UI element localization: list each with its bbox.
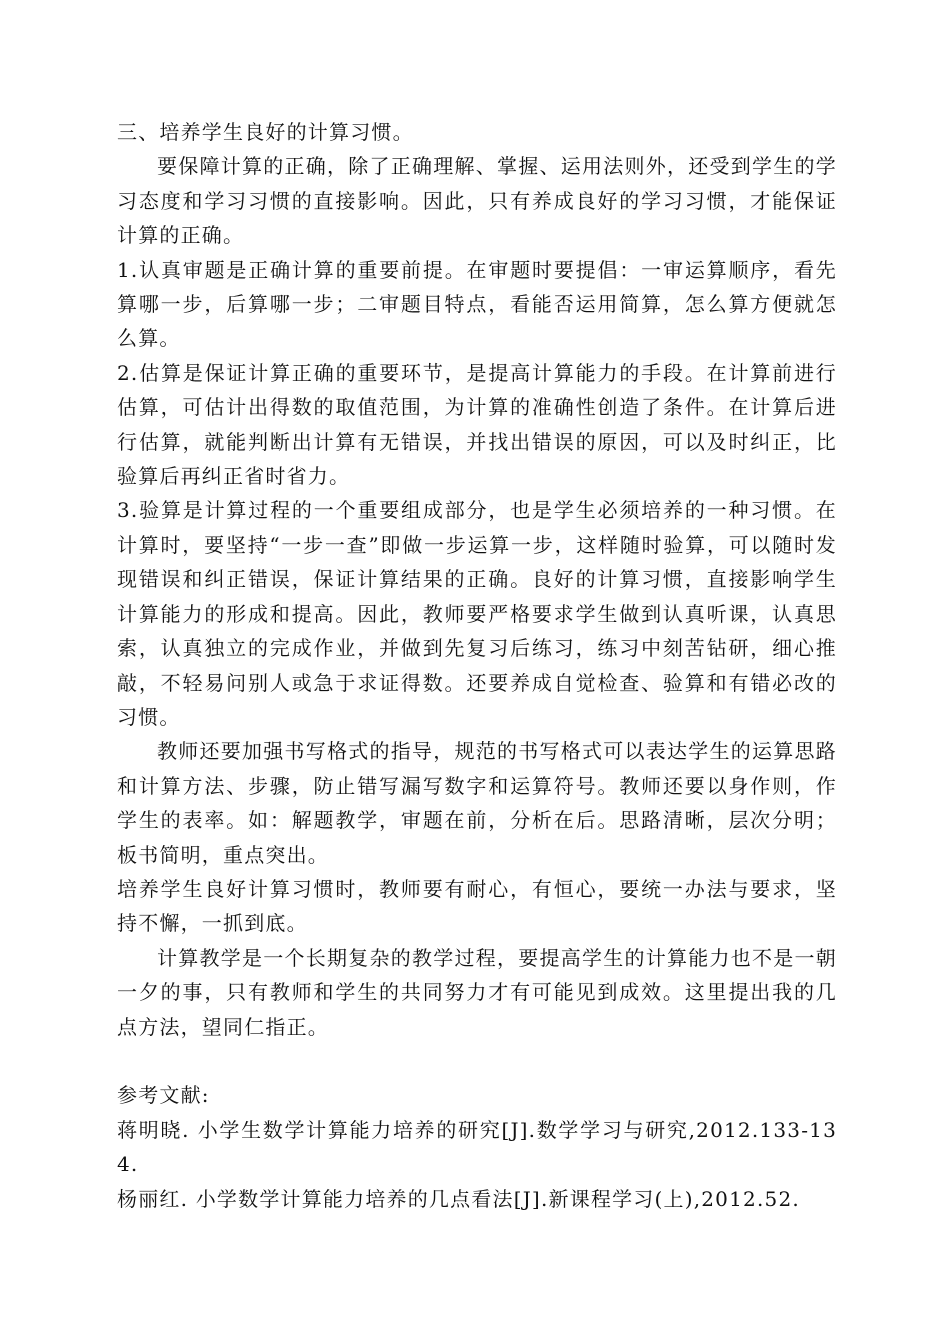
document-body <box>117 115 837 1216</box>
reference-item: 蒋明晓. 小学生数学计算能力培养的研究[J].数学学习与研究,2012.133-134. <box>117 1117 837 1177</box>
references-title: 参考文献: <box>117 1083 210 1108</box>
writing-format-paragraph: 教师还要加强书写格式的指导，规范的书写格式可以表达学生的运算思路和计算方法、步骤，防止错写漏写数字和运算符号。教师还要以身作则，作学生的表率。如：解题教学，审题在前，分析在后。思路清晰，层次分明；板书简明，重点突出。 <box>117 739 837 867</box>
reference-item: 杨丽红. 小学数学计算能力培养的几点看法[J].新课程学习(上),2012.52. <box>117 1186 800 1211</box>
point-2-paragraph: 2.估算是保证计算正确的重要环节，是提高计算能力的手段。在计算前进行估算，可估计出得数的取值范围，为计算的准确性创造了条件。在计算后进行估算，就能判断出计算有无错误，并找出错误的原因，可以及时纠正，比验算后再纠正省时省力。 <box>117 360 837 489</box>
patience-paragraph: 培养学生良好计算习惯时，教师要有耐心，有恒心，要统一办法与要求，坚持不懈，一抓到底。 <box>117 876 837 936</box>
conclusion-paragraph: 计算教学是一个长期复杂的教学过程，要提高学生的计算能力也不是一朝一夕的事，只有教师和学生的共同努力才有可能见到成效。这里提出我的几点方法，望同仁指正。 <box>117 945 837 1039</box>
intro-paragraph: 要保障计算的正确，除了正确理解、掌握、运用法则外，还受到学生的学习态度和学习习惯的直接影响。因此，只有养成良好的学习习惯，才能保证计算的正确。 <box>117 154 837 248</box>
point-3-paragraph: 3.验算是计算过程的一个重要组成部分，也是学生必须培养的一种习惯。在计算时，要坚持“一步一查”即做一步运算一步，这样随时验算，可以随时发现错误和纠正错误，保证计算结果的正确。良好的计算习惯，直接影响学生计算能力的形成和提高。因此，教师要严格要求学生做到认真听课，认真思索，认真独立的完成作业，并做到先复习后练习，练习中刻苦钻研，细心推敲，不轻易问别人或急于求证得数。还要养成自觉检查、验算和有错必改的习惯。 <box>117 498 837 729</box>
spacer <box>117 1044 837 1078</box>
point-1-paragraph: 1.认真审题是正确计算的重要前提。在审题时要提倡：一审运算顺序，看先算哪一步，后算哪一步；二审题目特点，看能否运用简算，怎么算方便就怎么算。 <box>117 257 837 351</box>
section-heading: 三、培养学生良好的计算习惯。 <box>117 120 414 144</box>
